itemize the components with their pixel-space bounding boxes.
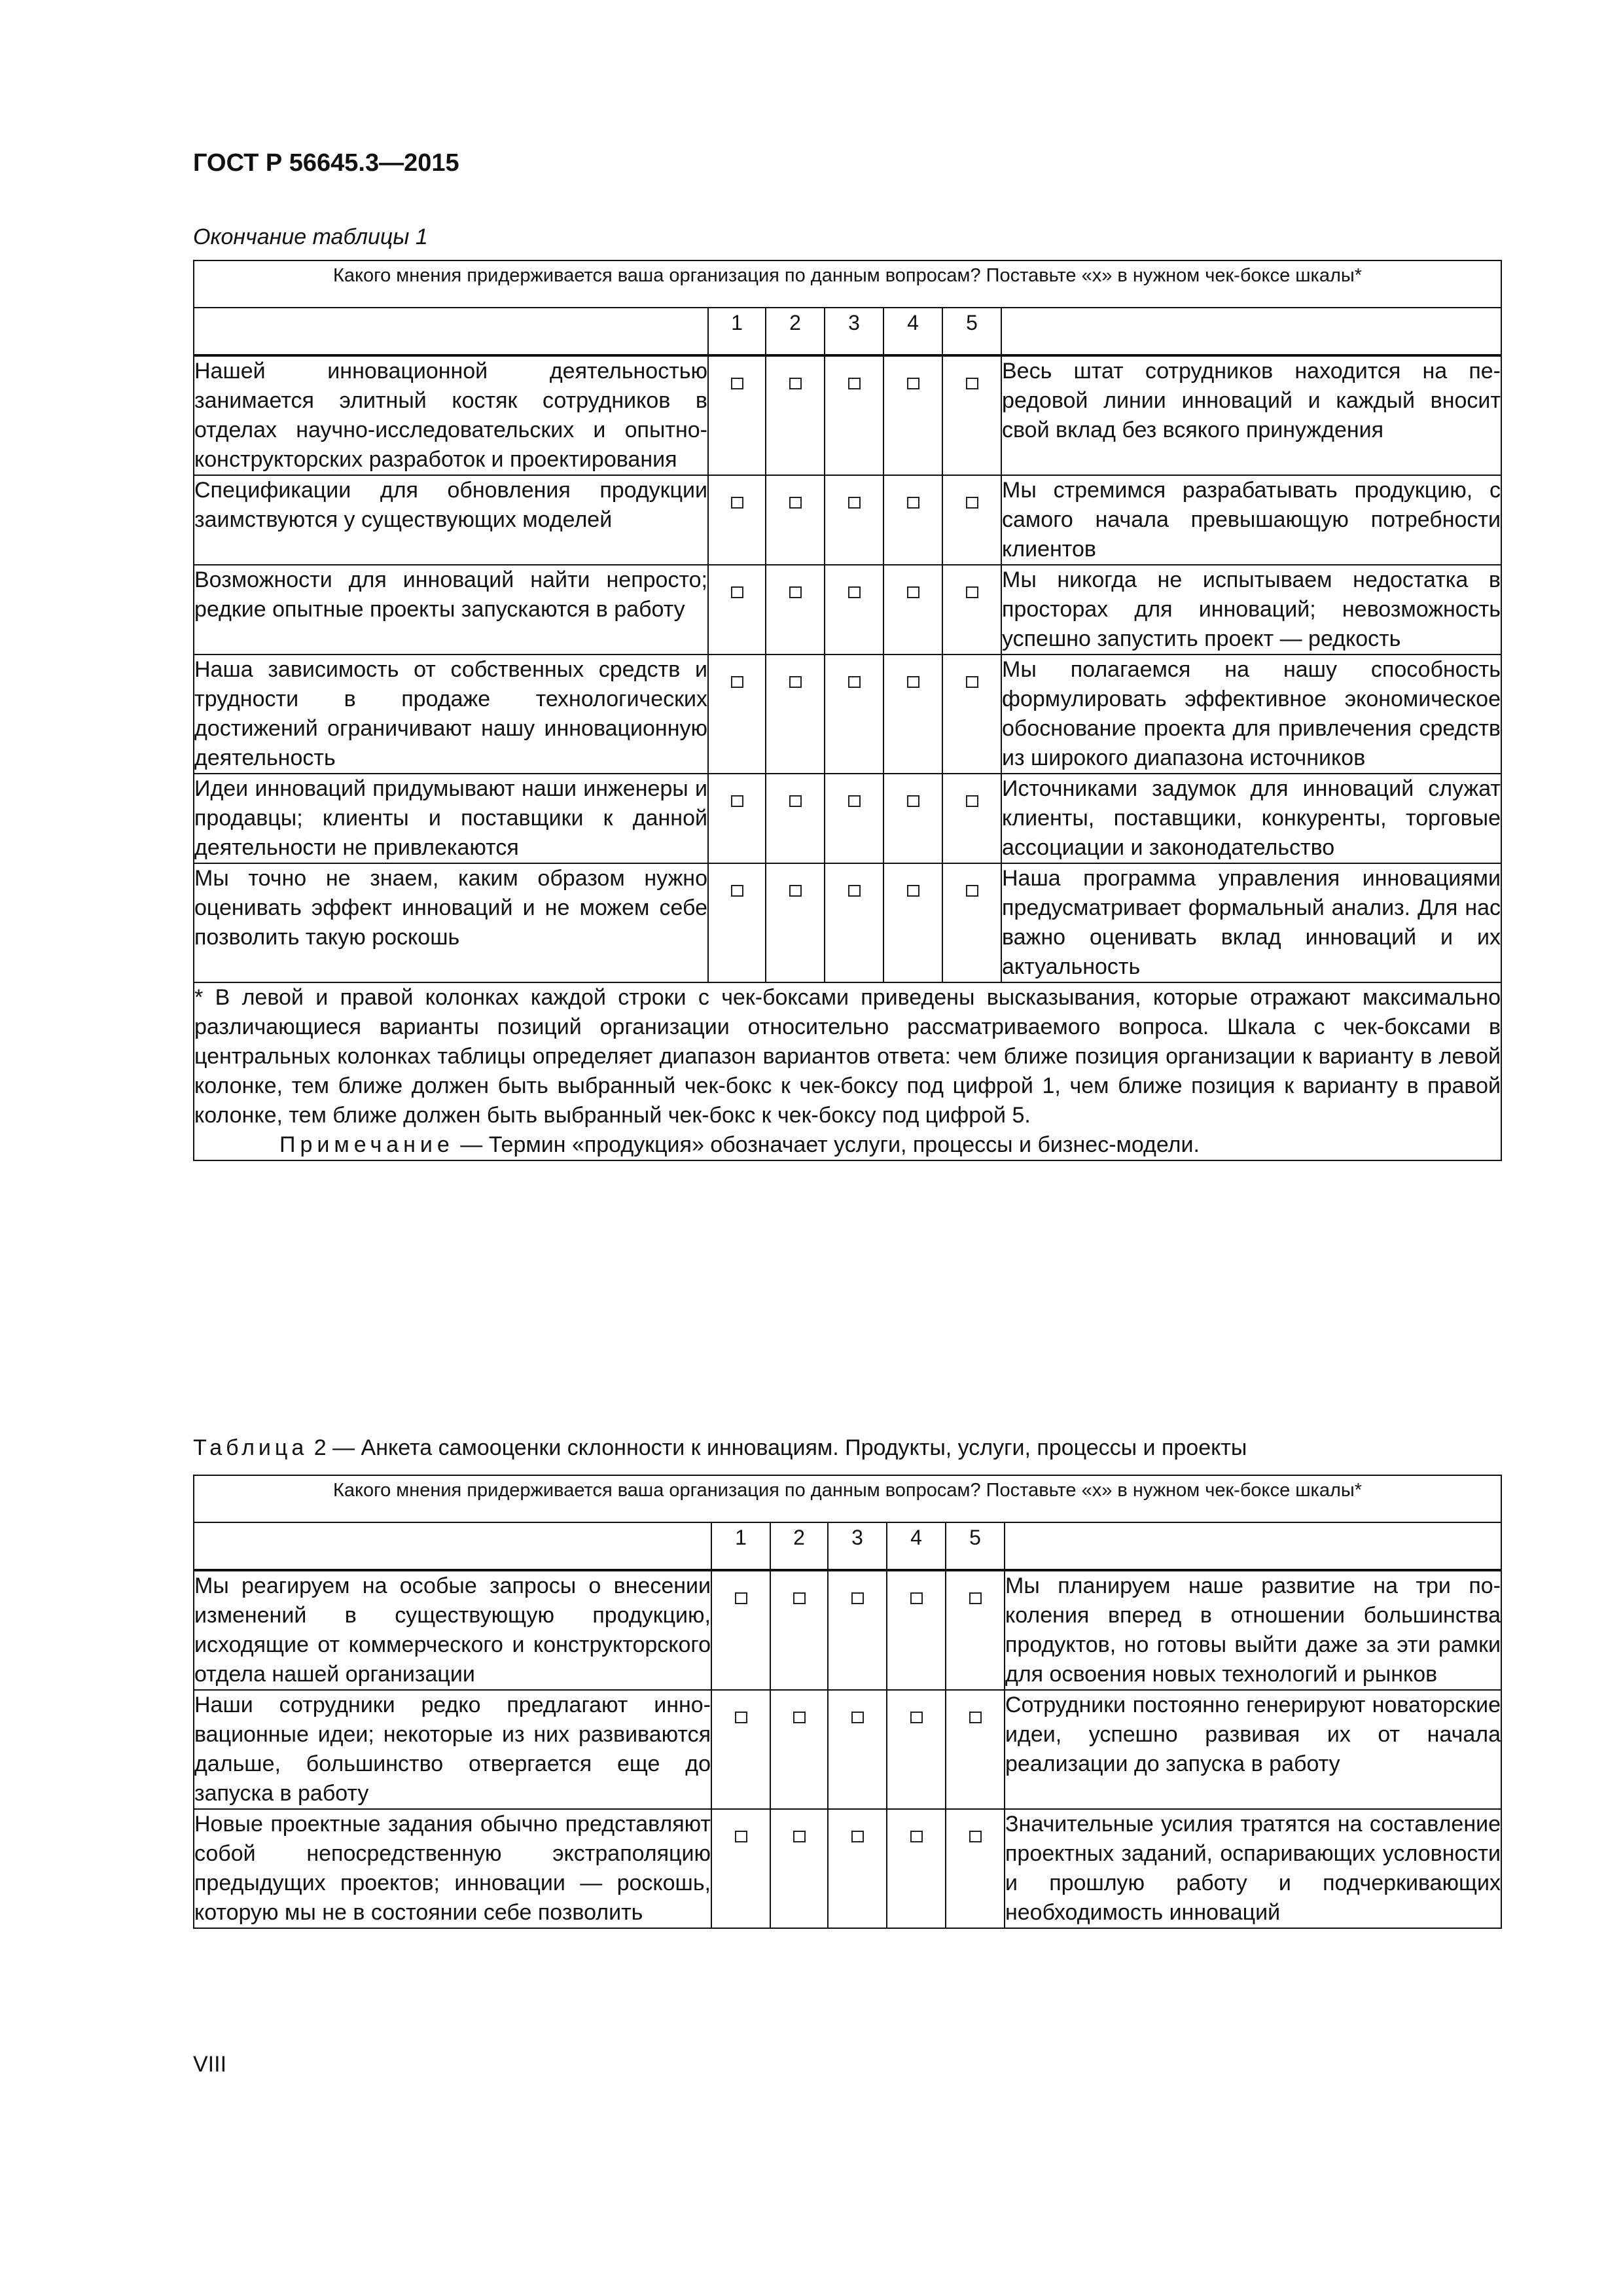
checkbox-1[interactable] xyxy=(731,378,743,389)
checkbox-cell-2 xyxy=(770,1690,828,1809)
left-statement: Возможности для инноваций найти непросто; редкие опытные проекты запускаются в работу xyxy=(194,565,708,655)
checkbox-5[interactable] xyxy=(969,1592,982,1604)
footnote-row xyxy=(194,982,1501,1160)
checkbox-5[interactable] xyxy=(966,378,978,389)
checkbox-cell-4 xyxy=(883,774,942,863)
table-2-caption-text: 2 — Анкета самооценки склонности к инновациям. Продукты, услуги, процессы и проекты xyxy=(308,1435,1247,1460)
checkbox-1[interactable] xyxy=(731,586,743,598)
right-statement: Наша программа управления инновациями предусматривает формальный анализ. Для нас важно оценивать вклад инноваций и их актуальность xyxy=(1001,863,1501,982)
checkbox-4[interactable] xyxy=(907,795,919,807)
checkbox-cell-5 xyxy=(942,355,1001,475)
table-2 xyxy=(193,1475,1502,1929)
page-number: VIII xyxy=(193,2052,227,2077)
checkbox-cell-1 xyxy=(708,863,766,982)
checkbox-cell-5 xyxy=(946,1809,1005,1928)
checkbox-cell-2 xyxy=(766,774,825,863)
checkbox-5[interactable] xyxy=(966,586,978,598)
checkbox-5[interactable] xyxy=(969,1712,982,1723)
left-statement: Наши сотрудники редко предлагают инновационные идеи; некоторые из них развиваются дальше, большинство отвергается еще до запуска в работу xyxy=(194,1690,711,1809)
checkbox-2[interactable] xyxy=(789,676,802,688)
checkbox-cell-5 xyxy=(942,863,1001,982)
scale-number-5: 5 xyxy=(942,308,1001,355)
right-statement: Мы планируем наше развитие на три поколения вперед в отношении большинства продуктов, но готовы выйти даже за эти рамки для освоения новых технологий и рынков xyxy=(1005,1570,1501,1690)
checkbox-cell-3 xyxy=(825,774,883,863)
checkbox-cell-3 xyxy=(825,565,883,655)
checkbox-4[interactable] xyxy=(910,1831,923,1842)
checkbox-2[interactable] xyxy=(789,795,802,807)
checkbox-4[interactable] xyxy=(910,1592,923,1604)
checkbox-3[interactable] xyxy=(848,795,861,807)
right-statement: Мы никогда не испытываем недостатка в просторах для инноваций; невозможность успешно запустить проект — редкость xyxy=(1001,565,1501,655)
statement-row xyxy=(194,475,1501,565)
checkbox-cell-3 xyxy=(828,1690,887,1809)
table-2-caption-label: Таблица xyxy=(193,1435,308,1460)
checkbox-cell-5 xyxy=(946,1690,1005,1809)
checkbox-4[interactable] xyxy=(907,885,919,897)
checkbox-3[interactable] xyxy=(848,676,861,688)
checkbox-4[interactable] xyxy=(910,1712,923,1723)
checkbox-cell-1 xyxy=(711,1690,770,1809)
checkbox-5[interactable] xyxy=(966,885,978,897)
checkbox-4[interactable] xyxy=(907,378,919,389)
left-statement: Наша зависимость от собственных средств и трудности в продаже технологических достижений ограничивают нашу инновационную деятельность xyxy=(194,655,708,774)
checkbox-2[interactable] xyxy=(793,1831,806,1842)
scale-header-row xyxy=(194,308,1501,355)
checkbox-3[interactable] xyxy=(851,1592,864,1604)
checkbox-1[interactable] xyxy=(731,885,743,897)
scale-number-1: 1 xyxy=(711,1522,770,1570)
document-header: ГОСТ Р 56645.3—2015 xyxy=(193,149,459,177)
checkbox-cell-1 xyxy=(711,1570,770,1690)
checkbox-cell-1 xyxy=(708,655,766,774)
question-header: Какого мнения придерживается ваша организация по данным вопросам? Поставьте «х» в нужном чек-боксе шкалы* xyxy=(194,260,1501,308)
checkbox-cell-5 xyxy=(946,1570,1005,1690)
checkbox-4[interactable] xyxy=(907,676,919,688)
checkbox-cell-2 xyxy=(766,355,825,475)
scale-header-left-blank xyxy=(194,308,708,355)
statement-row xyxy=(194,863,1501,982)
checkbox-cell-2 xyxy=(766,863,825,982)
left-statement: Идеи инноваций придумывают наши инженеры и продавцы; клиенты и поставщики к данной деятельности не привлекаются xyxy=(194,774,708,863)
scale-number-2: 2 xyxy=(766,308,825,355)
checkbox-cell-2 xyxy=(766,475,825,565)
checkbox-2[interactable] xyxy=(793,1712,806,1723)
checkbox-1[interactable] xyxy=(735,1831,747,1842)
checkbox-2[interactable] xyxy=(793,1592,806,1604)
checkbox-1[interactable] xyxy=(731,795,743,807)
checkbox-cell-2 xyxy=(770,1570,828,1690)
checkbox-4[interactable] xyxy=(907,586,919,598)
statement-row xyxy=(194,1690,1501,1809)
scale-header-row xyxy=(194,1522,1501,1570)
checkbox-1[interactable] xyxy=(731,676,743,688)
checkbox-cell-3 xyxy=(825,355,883,475)
checkbox-cell-3 xyxy=(828,1570,887,1690)
checkbox-cell-1 xyxy=(708,475,766,565)
checkbox-1[interactable] xyxy=(731,497,743,509)
right-statement: Мы стремимся разрабатывать продукцию, с самого начала превышающую потребности клиентов xyxy=(1001,475,1501,565)
table-2-caption xyxy=(193,1435,1247,1461)
statement-row xyxy=(194,1570,1501,1690)
checkbox-cell-4 xyxy=(883,655,942,774)
right-statement: Сотрудники постоянно генерируют новаторские идеи, успешно развивая их от начала реализации до запуска в работу xyxy=(1005,1690,1501,1809)
scale-header-left-blank xyxy=(194,1522,711,1570)
checkbox-cell-1 xyxy=(711,1809,770,1928)
checkbox-3[interactable] xyxy=(851,1831,864,1842)
left-statement: Мы реагируем на особые запросы о внесении изменений в существующую продукцию, исходящие от коммерческого и конструкторского отдела нашей организации xyxy=(194,1570,711,1690)
checkbox-2[interactable] xyxy=(789,497,802,509)
checkbox-cell-5 xyxy=(942,565,1001,655)
scale-header-right-blank xyxy=(1005,1522,1501,1570)
checkbox-cell-2 xyxy=(770,1809,828,1928)
statement-row xyxy=(194,1809,1501,1928)
scale-number-5: 5 xyxy=(946,1522,1005,1570)
right-statement: Источниками задумок для инноваций служат клиенты, поставщики, конкуренты, торговые ассоциации и законодательство xyxy=(1001,774,1501,863)
scale-number-1: 1 xyxy=(708,308,766,355)
question-header-row xyxy=(194,260,1501,308)
right-statement: Значительные усилия тратятся на составление проектных заданий, оспаривающих условности и прошлую работу и подчеркивающих необходимость инноваций xyxy=(1005,1809,1501,1928)
checkbox-5[interactable] xyxy=(966,795,978,807)
checkbox-cell-5 xyxy=(942,655,1001,774)
checkbox-1[interactable] xyxy=(735,1712,747,1723)
scale-number-3: 3 xyxy=(825,308,883,355)
checkbox-cell-4 xyxy=(883,863,942,982)
checkbox-4[interactable] xyxy=(907,497,919,509)
left-statement: Мы точно не знаем, каким образом нужно оценивать эффект инноваций и не можем себе позволить такую роскошь xyxy=(194,863,708,982)
statement-row xyxy=(194,655,1501,774)
checkbox-2[interactable] xyxy=(789,885,802,897)
checkbox-cell-4 xyxy=(887,1809,946,1928)
checkbox-cell-5 xyxy=(942,475,1001,565)
scale-number-4: 4 xyxy=(887,1522,946,1570)
checkbox-5[interactable] xyxy=(966,497,978,509)
checkbox-3[interactable] xyxy=(851,1712,864,1723)
statement-row xyxy=(194,565,1501,655)
right-statement: Весь штат сотрудников находится на передовой линии инноваций и каждый вносит свой вклад без всякого принуждения xyxy=(1001,355,1501,475)
left-statement: Спецификации для обновления продукции заимствуются у существующих моделей xyxy=(194,475,708,565)
table-1 xyxy=(193,260,1502,1161)
question-header: Какого мнения придерживается ваша организация по данным вопросам? Поставьте «х» в нужном чек-боксе шкалы* xyxy=(194,1475,1501,1522)
checkbox-cell-4 xyxy=(887,1690,946,1809)
note-text: — Термин «продукция» обозначает услуги, процессы и бизнес-модели. xyxy=(454,1132,1200,1157)
checkbox-1[interactable] xyxy=(735,1592,747,1604)
checkbox-cell-1 xyxy=(708,355,766,475)
checkbox-cell-2 xyxy=(766,655,825,774)
checkbox-cell-4 xyxy=(883,565,942,655)
checkbox-cell-3 xyxy=(825,655,883,774)
checkbox-cell-4 xyxy=(883,475,942,565)
checkbox-cell-2 xyxy=(766,565,825,655)
scale-number-2: 2 xyxy=(770,1522,828,1570)
checkbox-cell-4 xyxy=(883,355,942,475)
checkbox-3[interactable] xyxy=(848,586,861,598)
question-header-row xyxy=(194,1475,1501,1522)
note-label: Примечание xyxy=(279,1132,454,1157)
right-statement: Мы полагаемся на нашу способность формулировать эффективное экономическое обоснование проекта для привлечения средств из широкого диапазона источников xyxy=(1001,655,1501,774)
left-statement: Новые проектные задания обычно представляют собой непосредственную экстраполяцию предыдущих проектов; инновации — роскошь, которую мы не в состоянии себе позволить xyxy=(194,1809,711,1928)
checkbox-cell-3 xyxy=(828,1809,887,1928)
checkbox-cell-1 xyxy=(708,565,766,655)
checkbox-cell-4 xyxy=(887,1570,946,1690)
checkbox-3[interactable] xyxy=(848,497,861,509)
checkbox-5[interactable] xyxy=(969,1831,982,1842)
scale-number-3: 3 xyxy=(828,1522,887,1570)
table-continuation-caption: Окончание таблицы 1 xyxy=(193,224,428,249)
statement-row xyxy=(194,774,1501,863)
footnote-text: * В левой и правой колонках каждой строки с чек-боксами приведены высказывания, которые отражают максимально различающиеся варианты позиций организации относительно рассматриваемого вопроса. Шкала с чек-боксами в центральных колонках таблицы определяет диапазон вариантов ответа: чем ближе позиция организации к варианту в левой колонке, тем ближе должен быть выбранный чек-бокс к чек-боксу под цифрой 1, чем ближе позиция к варианту в правой колонке, тем ближе должен быть выбранный чек-бокс к чек-боксу под цифрой 5. xyxy=(194,985,1501,1128)
statement-row xyxy=(194,355,1501,475)
checkbox-5[interactable] xyxy=(966,676,978,688)
checkbox-3[interactable] xyxy=(848,885,861,897)
checkbox-cell-5 xyxy=(942,774,1001,863)
checkbox-2[interactable] xyxy=(789,378,802,389)
checkbox-3[interactable] xyxy=(848,378,861,389)
left-statement: Нашей инновационной деятельностью занимается элитный костяк сотрудников в отделах научно-исследовательских и опытно-конструкторских разработок и проектирования xyxy=(194,355,708,475)
checkbox-2[interactable] xyxy=(789,586,802,598)
checkbox-cell-1 xyxy=(708,774,766,863)
table-footnote xyxy=(194,982,1501,1160)
note xyxy=(194,1130,1501,1160)
scale-number-4: 4 xyxy=(883,308,942,355)
checkbox-cell-3 xyxy=(825,863,883,982)
scale-header-right-blank xyxy=(1001,308,1501,355)
checkbox-cell-3 xyxy=(825,475,883,565)
